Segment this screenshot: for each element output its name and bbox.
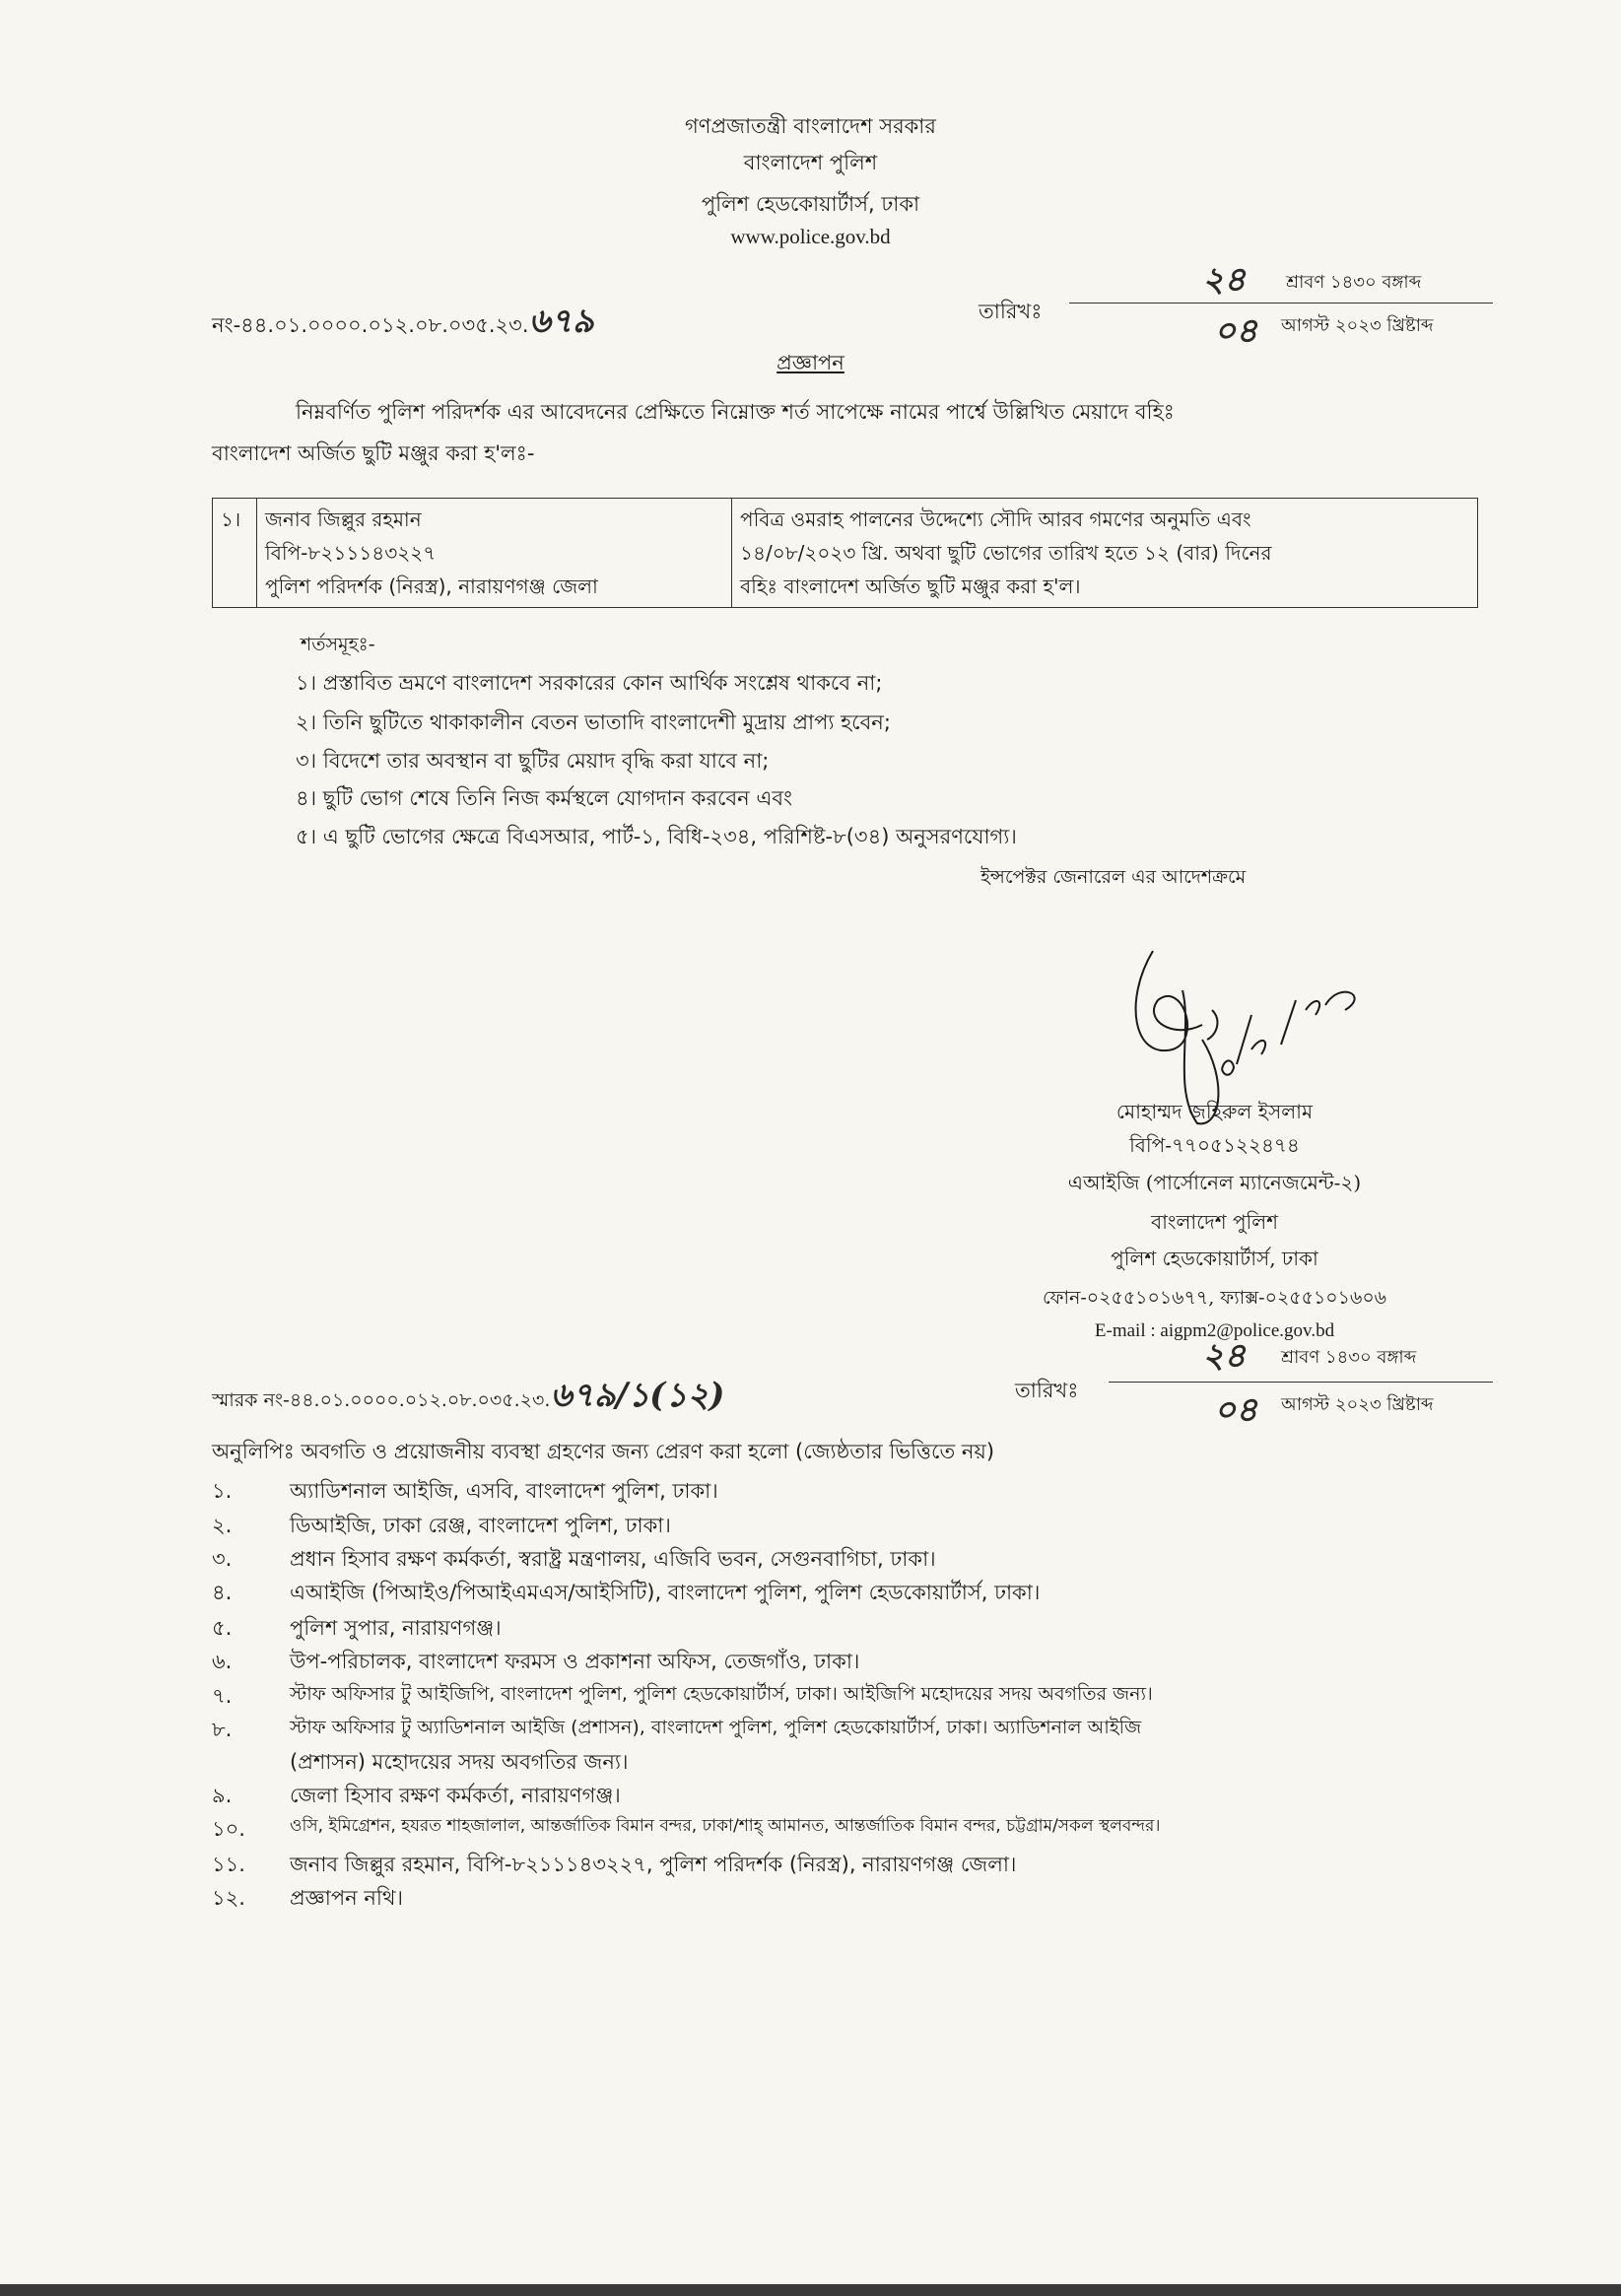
condition-item: ৪। ছুটি ভোগ শেষে তিনি নিজ কর্মস্থলে যোগদান করবেন এবং [296,786,793,810]
date-divider [1069,303,1493,304]
condition-item: ৫। এ ছুটি ভোগের ক্ষেত্রে বিএসআর, পার্ট-১, বিধি-২৩৪, পরিশিষ্ট-৮(৩৪) অনুসরণযোগ্য। [296,825,1017,848]
copy-recipient: উপ-পরিচালক, বাংলাদেশ ফরমস ও প্রকাশনা অফিস, তেজগাঁও, ঢাকা। [290,1650,860,1673]
copy-recipient: জেলা হিসাব রক্ষণ কর্মকর্তা, নারায়ণগঞ্জ। [290,1784,621,1807]
copy-recipient: প্রধান হিসাব রক্ষণ কর্মকর্তা, স্বরাষ্ট্র মন্ত্রণালয়, এজিবি ভবন, সেগুনবাগিচা, ঢাকা। [290,1547,936,1571]
signatory-office: পুলিশ হেডকোয়ার্টার্স, ঢাকা [1111,1247,1318,1270]
copy-num: ৪. [212,1581,233,1604]
signatory-bp: বিপি-৭৭০৫১২২৪৭৪ [1129,1133,1300,1157]
date-label: তারিখঃ [979,300,1043,323]
government-name: গণপ্রজাতন্ত্রী বাংলাদেশ সরকার [685,114,936,138]
signatory-designation: এআইজি (পার্সোনেল ম্যানেজমেন্ট-২) [1067,1171,1362,1194]
detail-line: বহিঃ বাংলাদেশ অর্জিত ছুটি মঞ্জুর করা হ'ল। [740,574,1081,598]
copy-num: ৩. [212,1547,233,1571]
gregorian-month-year: আগস্ট ২০২৩ খ্রিষ্টাব্দ [1281,315,1434,336]
serial-cell: ১। [213,499,257,608]
copy-recipient-continued: (প্রশাসন) মহোদয়ের সদয় অবগতির জন্য। [290,1750,629,1774]
copy-num: ১১. [212,1853,245,1876]
gregorian-day: ০৪ [1214,311,1258,351]
copy-num: ৮. [212,1718,233,1741]
copy-memo-number [212,1370,725,1426]
copy-heading: অনুলিপিঃ অবগতি ও প্রয়োজনীয় ব্যবস্থা গ্রহণের জন্য প্রেরণ করা হলো (জ্যেষ্ঠতার ভিত্তিতে নয়) [212,1440,995,1463]
copy-recipient: স্টাফ অফিসার টু অ্যাডিশনাল আইজি (প্রশাসন), বাংলাদেশ পুলিশ, পুলিশ হেডকোয়ার্টার্স, ঢাকা। অ্যাডিশনাল আইজি [290,1717,1142,1738]
notification-title: প্রজ্ঞাপন [777,351,844,374]
copy-recipient: স্টাফ অফিসার টু আইজিপি, বাংলাদেশ পুলিশ, পুলিশ হেডকোয়ার্টার্স, ঢাকা। আইজিপি মহোদয়ের সদয় অবগতির জন্য। [290,1683,1153,1705]
website-link[interactable]: www.police.gov.bd [730,225,891,248]
detail-line: পবিত্র ওমরাহ পালনের উদ্দেশ্যে সৌদি আরব গমণের অনুমতি এবং [740,507,1251,531]
bangla-month-year: শ্রাবণ ১৪৩০ বঙ্গাব্দ [1286,272,1422,293]
copy-recipient: এআইজি (পিআইও/পিআইএমএস/আইসিটি), বাংলাদেশ পুলিশ, পুলিশ হেডকোয়ার্টার্স, ঢাকা। [290,1581,1041,1604]
bangla-day: ২৪ [1202,260,1247,300]
intro-line-1: নিম্নবর্ণিত পুলিশ পরিদর্শক এর আবেদনের প্রেক্ষিতে নিম্নোক্ত শর্ত সাপেক্ষে নামের পার্শ্বে উল্লিখিত মেয়াদে বহিঃ [296,400,1175,424]
copy-gregorian-month-year: আগস্ট ২০২৩ খ্রিষ্টাব্দ [1281,1394,1434,1415]
copy-ref-handwritten: ৬৭৯/১(১২) [550,1376,725,1415]
copy-num: ১০. [212,1817,245,1841]
signatory-org: বাংলাদেশ পুলিশ [1150,1210,1278,1234]
office-name: পুলিশ হেডকোয়ার্টার্স, ঢাকা [701,192,920,216]
condition-item: ১। প্রস্তাবিত ভ্রমণে বাংলাদেশ সরকারের কোন আর্থিক সংশ্লেষ থাকবে না; [296,671,883,695]
scan-edge [0,2284,1621,2296]
copy-recipient: পুলিশ সুপার, নারায়ণগঞ্জ। [290,1616,502,1640]
copy-num: ৭. [212,1684,233,1708]
detail-line: ১৪/০৮/২০২৩ খ্রি. অথবা ছুটি ভোগের তারিখ হতে ১২ (বার) দিনের [740,541,1272,565]
copy-bangla-day: ২৪ [1202,1336,1247,1376]
condition-item: ৩। বিদেশে তার অবস্থান বা ছুটির মেয়াদ বৃদ্ধি করা যাবে না; [296,749,770,773]
condition-item: ২। তিনি ছুটিতে থাকাকালীন বেতন ভাতাদি বাংলাদেশী মুদ্রায় প্রাপ্য হবেন; [296,710,891,734]
copy-gregorian-day: ০৪ [1214,1390,1258,1430]
memo-ref-prefix: নং-৪৪.০১.০০০০.০১২.০৮.০৩৫.২৩. [212,313,529,337]
copy-num: ১২. [212,1886,245,1910]
copy-num: ৯. [212,1784,233,1807]
copy-recipient: অ্যাডিশনাল আইজি, এসবি, বাংলাদেশ পুলিশ, ঢাকা। [290,1479,718,1503]
copy-recipient: জনাব জিল্লুর রহমান, বিপি-৮২১১১৪৩২২৭, পুলিশ পরিদর্শক (নিরস্ত্র), নারায়ণগঞ্জ জেলা। [290,1853,1017,1876]
department-name: বাংলাদেশ পুলিশ [743,151,878,174]
copy-ref-prefix: স্মারক নং-৪৪.০১.০০০০.০১২.০৮.০৩৫.২৩. [212,1389,551,1411]
memo-number [212,296,594,352]
officer-name: জনাব জিল্লুর রহমান [265,507,422,531]
copy-date-label: তারিখঃ [1015,1379,1079,1402]
order-line: ইন্সপেক্টর জেনারেল এর আদেশক্রমে [980,866,1247,888]
copy-recipient: প্রজ্ঞাপন নথি। [290,1886,403,1910]
signatory-name: মোহাম্মদ জহিরুল ইসলাম [1115,1100,1314,1123]
officer-bp: বিপি-৮২১১১৪৩২২৭ [265,541,437,565]
copy-bangla-month-year: শ্রাবণ ১৪৩০ বঙ্গাব্দ [1281,1347,1417,1368]
copy-recipient: ওসি, ইমিগ্রেশন, হযরত শাহজালাল, আন্তর্জাতিক বিমান বন্দর, ঢাকা/শাহ্ আমানত, আন্তর্জাতিক বিমান বন্দর, চট্টগ্রাম/সকল স্থলবন্দর। [290,1816,1161,1836]
leave-grant-table [212,498,1478,608]
intro-line-2: বাংলাদেশ অর্জিত ছুটি মঞ্জুর করা হ'লঃ- [212,441,535,465]
copy-recipient: ডিআইজি, ঢাকা রেঞ্জ, বাংলাদেশ পুলিশ, ঢাকা। [290,1514,671,1537]
signatory-phone-fax: ফোন-০২৫৫১০১৬৭৭, ফ্যাক্স-০২৫৫১০১৬০৬ [1042,1287,1387,1309]
copy-num: ১. [212,1479,233,1503]
table-row [213,499,1478,608]
copy-num: ৬. [212,1650,233,1673]
copy-num: ২. [212,1514,233,1537]
signatory-email[interactable]: E-mail : aigpm2@police.gov.bd [1094,1320,1335,1341]
copy-date-divider [1109,1382,1493,1383]
conditions-heading: শর্তসমূহঃ- [301,634,375,655]
officer-cell [257,499,732,608]
memo-ref-handwritten: ৬৭৯ [528,302,594,341]
leave-detail-cell [732,499,1478,608]
copy-num: ৫. [212,1616,233,1640]
officer-designation: পুলিশ পরিদর্শক (নিরস্ত্র), নারায়ণগঞ্জ জেলা [265,574,598,598]
